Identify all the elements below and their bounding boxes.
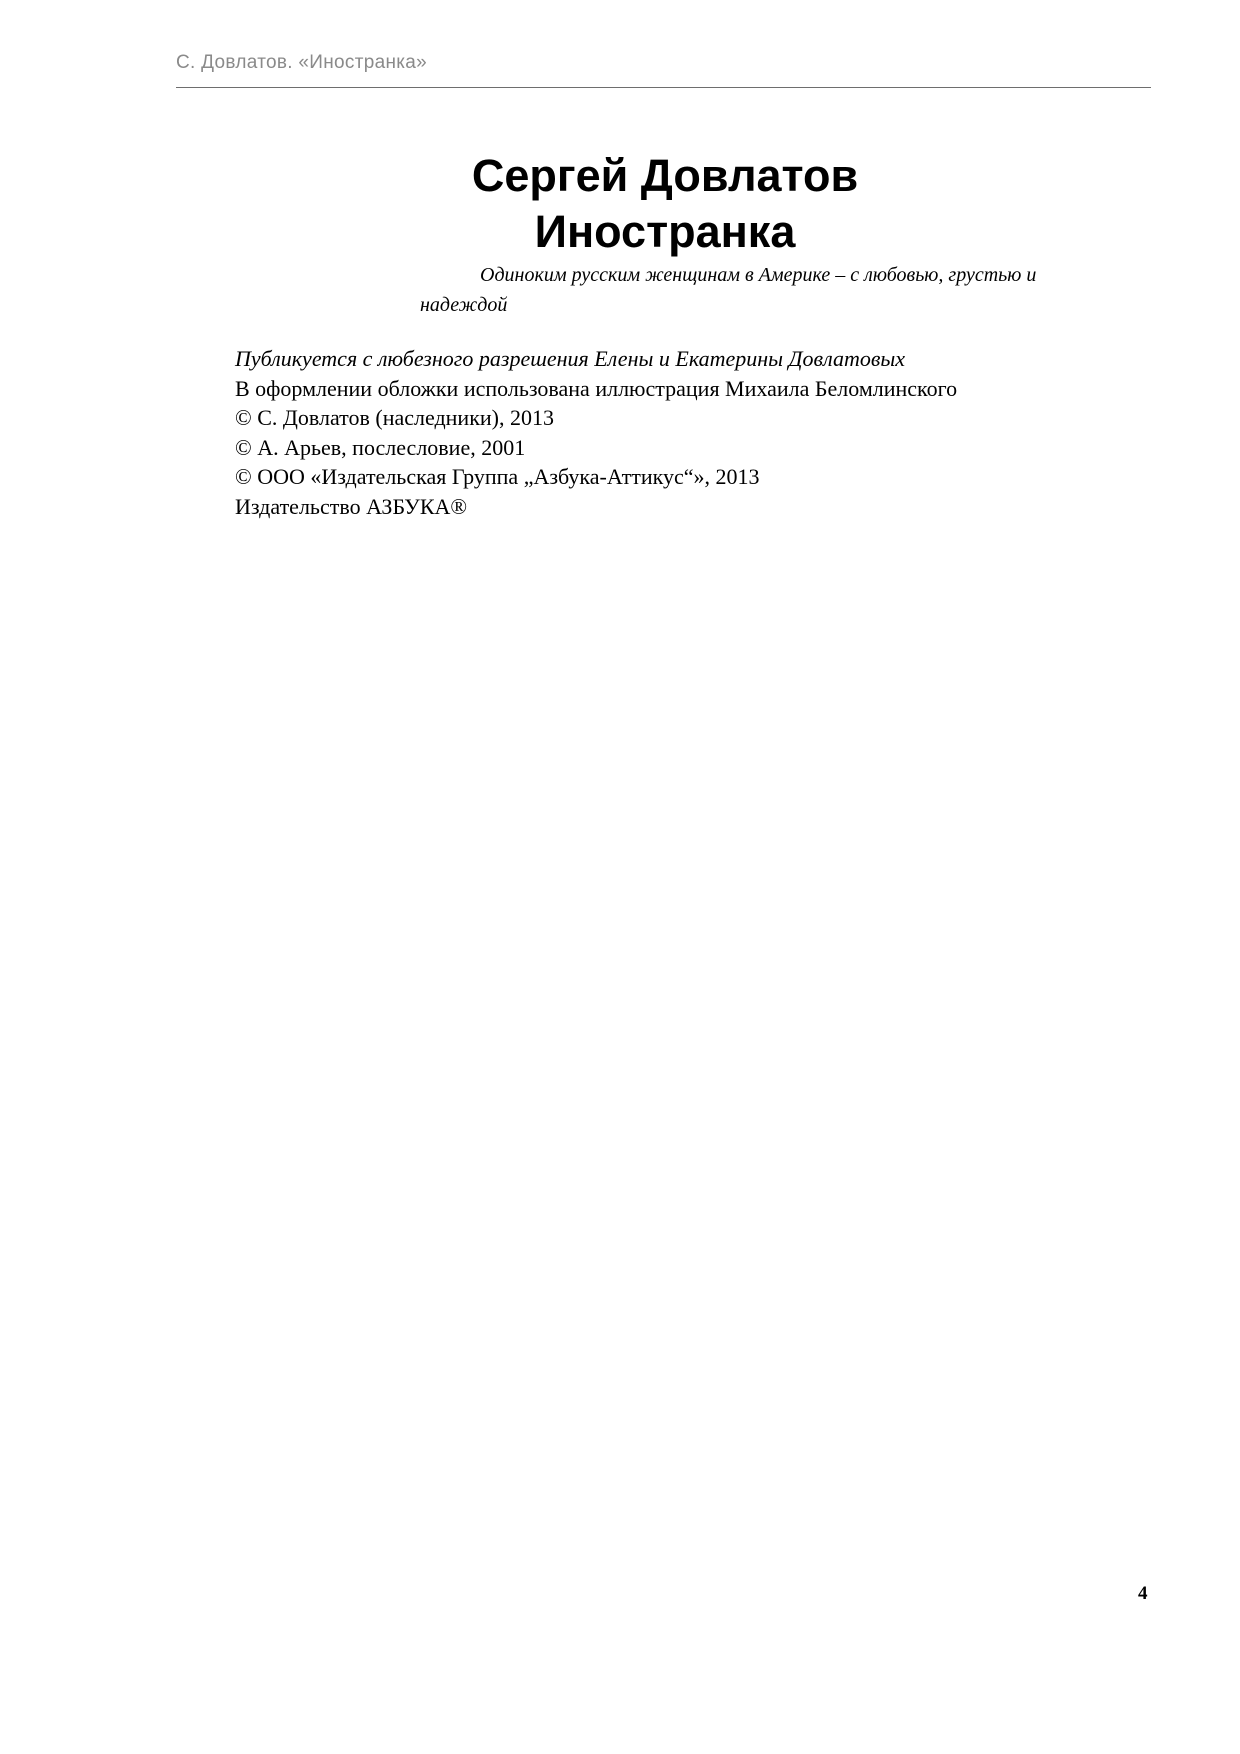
page-number: 4	[1138, 1583, 1148, 1604]
permission-note: Публикуется с любезного разрешения Елены и Екатерины Довлатовых	[235, 346, 906, 371]
copyright-publisher: © ООО «Издательская Группа „Азбука-Аттикус“», 2013	[235, 464, 760, 489]
imprint-block	[235, 344, 1135, 521]
epigraph: Одиноким русским женщинам в Америке – с любовью, грустью и надеждой	[420, 264, 1037, 316]
title-block	[400, 148, 930, 260]
copyright-afterword: © А. Арьев, послесловие, 2001	[235, 434, 526, 460]
copyright-author: © С. Довлатов (наследники), 2013	[235, 405, 554, 430]
header-divider	[176, 87, 1151, 88]
publisher-name: Издательство АЗБУКА®	[235, 493, 468, 519]
running-header: С. Довлатов. «Иностранка»	[176, 52, 428, 73]
cover-illustration-note: В оформлении обложки использована иллюстрация Михаила Беломлинского	[235, 375, 958, 401]
author-name: Сергей Довлатов	[471, 150, 859, 201]
book-title: Иностранка	[534, 206, 796, 257]
